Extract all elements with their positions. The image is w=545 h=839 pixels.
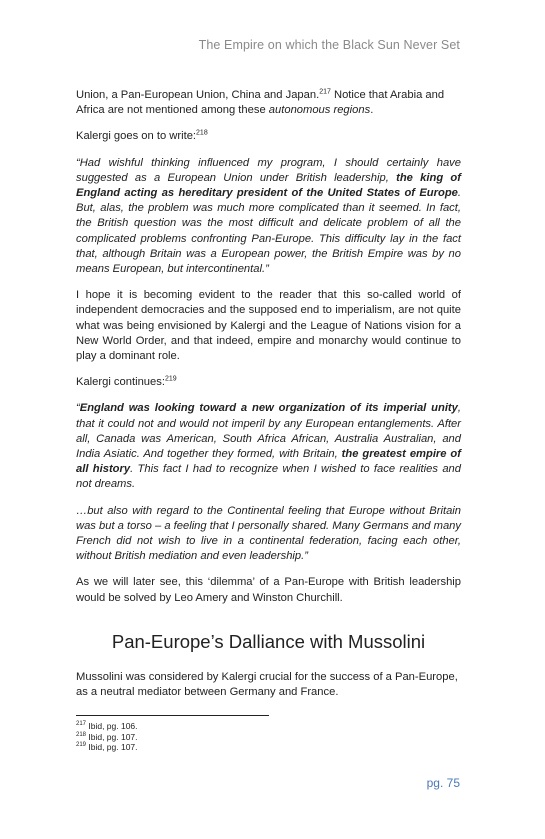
q2-emphasis-2: the greatest empire of all history (76, 448, 461, 476)
footnote-ref-217[interactable]: 217 (319, 88, 331, 96)
body-text (76, 88, 461, 711)
footnote-number: 219 (76, 742, 87, 749)
footnote-text: Ibid, pg. 107. (86, 742, 138, 753)
p2-text: Kalergi goes on to write: (76, 130, 197, 143)
quote-3: …but also with regard to the Continental feeling that Europe without Britain was but a torso – a feeling that I personally shared. Many Germans and many French did not wish to live in a continental federation, facing each other, without British mediation and even leadership.” (76, 504, 461, 563)
q2-emphasis-1: England was looking toward a new organization of its imperial unity (79, 402, 458, 415)
q1-emphasis: the king of England acting as hereditary president of the United States of Europe (76, 171, 461, 200)
footnote-number: 218 (76, 731, 87, 738)
paragraph-2 (76, 129, 461, 144)
footnote-separator (76, 715, 269, 716)
footnotes (76, 721, 138, 753)
p4-text: Kalergi continues: (76, 376, 165, 389)
q2-text-e: . This fact I had to recognize when I wished to face realities and not dreams. (76, 463, 461, 491)
q1-text-c: . But, alas, the problem was much more complicated than it seemed. In fact, the British question was the most difficult and delicate problem of all the complicated problems confronting Pan-Europe. This difficulty lay in the fact that, although Britain was a European power, the British Empire was by no means European, but intercontinental.” (76, 187, 461, 276)
footnote-219 (76, 742, 138, 753)
paragraph-1 (76, 88, 461, 118)
paragraph-5: As we will later see, this ‘dilemma’ of a Pan-Europe with British leadership would be solved by Leo Amery and Winston Churchill. (76, 576, 461, 604)
footnote-text: Ibid, pg. 106. (86, 721, 138, 731)
paragraph-6: Mussolini was considered by Kalergi crucial for the success of a Pan-Europe, as a neutral mediator between Germany and France. (76, 670, 458, 699)
q2-text-c: , that it could not and would not imperil by any European entanglements. After all, Canada was American, South Africa African, Australia Australian, and India Asiatic. And together they formed, with Britain, (76, 402, 461, 461)
q2-open-quote: “ (76, 402, 80, 415)
quote-1 (76, 156, 461, 278)
paragraph-3: I hope it is becoming evident to the reader that this so-called world of independent democracies and the supposed end to imperialism, are not quite what was being envisioned by Kalergi and the League of Nations vision for a New World Order, and that indeed, empire and monarchy would continue to play a dominant role. (76, 289, 461, 363)
section-heading: Pan-Europe’s Dalliance with Mussolini (111, 630, 426, 652)
footnote-ref-219[interactable]: 219 (164, 375, 177, 383)
footnote-text: Ibid, pg. 107. (86, 731, 138, 742)
q1-text-a: “Had wishful thinking influenced my program, I should certainly have suggested as a European Union under British leadership, (76, 156, 461, 184)
p1-text-d: . (370, 104, 374, 117)
footnote-ref-218[interactable]: 218 (196, 129, 208, 137)
paragraph-4 (76, 375, 461, 390)
p1-text-b: Notice that Arabia and Africa are not mentioned among these (76, 89, 445, 117)
footnote-217 (76, 721, 138, 732)
page-number: pg. 75 (426, 776, 460, 790)
p1-italic: autonomous regions (268, 104, 371, 117)
p1-text-a: Union, a Pan-European Union, China and Japan. (76, 89, 320, 101)
footnote-number: 217 (76, 721, 87, 728)
footnote-218 (76, 732, 138, 743)
quote-2 (76, 401, 461, 492)
running-header: The Empire on which the Black Sun Never Set (198, 38, 460, 52)
